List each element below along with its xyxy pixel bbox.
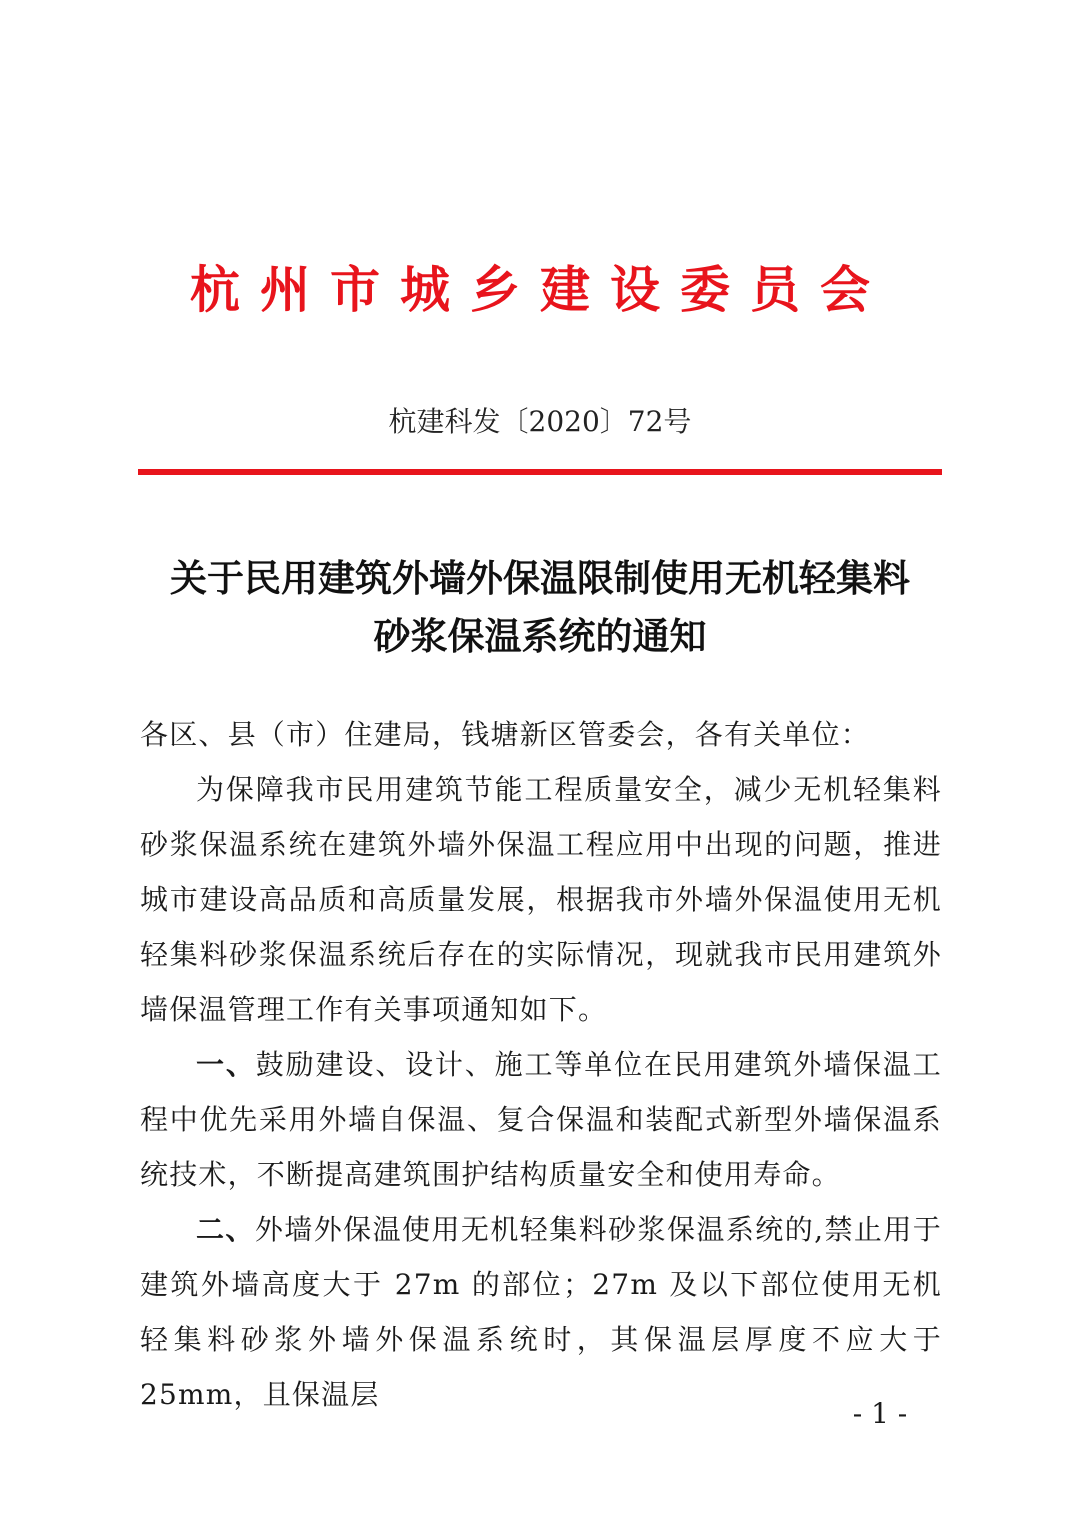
page-number: - 1 - [852, 1397, 908, 1430]
item-lead-2: 二、 [196, 1213, 255, 1246]
issuer-name: 杭州市城乡建设委员会 [190, 261, 890, 319]
intro-paragraph: 为保障我市民用建筑节能工程质量安全，减少无机轻集料砂浆保温系统在建筑外墙外保温工程应用中出现的问题，推进城市建设高品质和高质量发展，根据我市外墙外保温使用无机轻集料砂浆保温系统后存在的实际情况，现就我市民用建筑外墙保温管理工作有关事项通知如下。 [140, 773, 942, 1026]
red-divider-line [138, 469, 942, 475]
salutation: 各区、县（市）住建局，钱塘新区管委会，各有关单位： [140, 718, 871, 751]
title-line-2: 砂浆保温系统的通知 [373, 615, 707, 658]
title-line-1: 关于民用建筑外墙外保温限制使用无机轻集料 [170, 557, 910, 600]
item-text-2: 外墙外保温使用无机轻集料砂浆保温系统的,禁止用于建筑外墙高度大于 27m 的部位；27m 及以下部位使用无机轻集料砂浆外墙外保温系统时，其保温层厚度不应大于 25mm，且保温层 [140, 1213, 942, 1411]
item-paragraph-1 [140, 1037, 942, 1202]
document-title [0, 550, 1080, 666]
document-body [140, 707, 942, 1422]
document-number: 杭建科发〔2020〕72号 [388, 405, 692, 438]
item-text-1: 鼓励建设、设计、施工等单位在民用建筑外墙保温工程中优先采用外墙自保温、复合保温和装配式新型外墙保温系统技术，不断提高建筑围护结构质量安全和使用寿命。 [140, 1048, 942, 1191]
item-lead-1: 一、 [196, 1048, 256, 1081]
item-paragraph-2 [140, 1202, 942, 1422]
